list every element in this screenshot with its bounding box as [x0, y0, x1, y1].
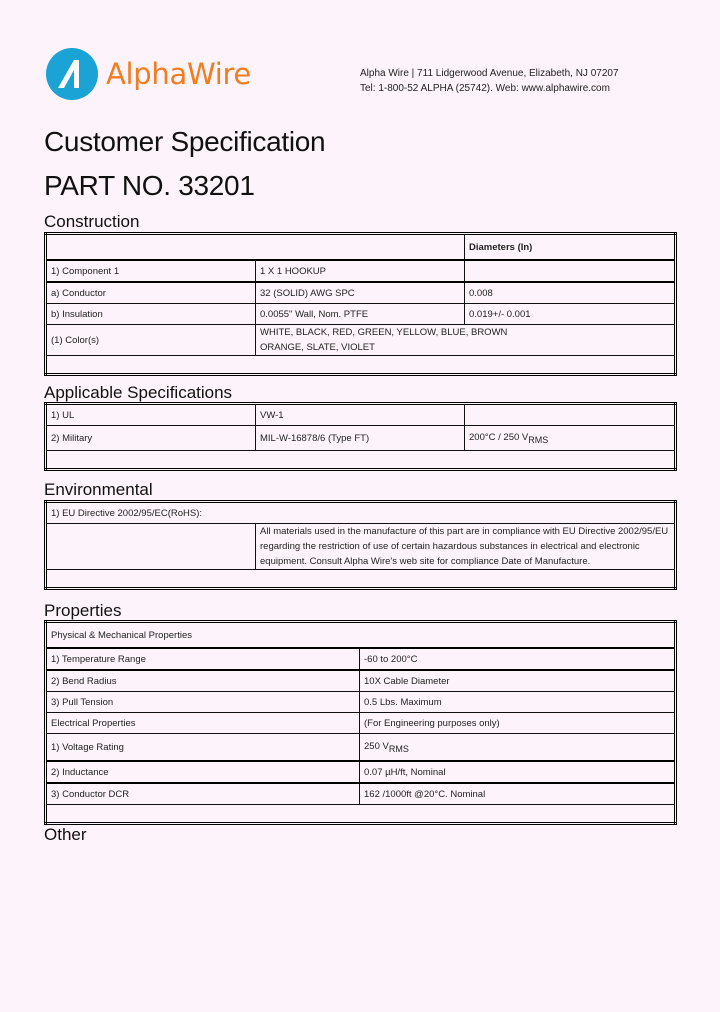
- row-value: 0.5 Lbs. Maximum: [360, 692, 676, 713]
- table-row: [46, 426, 676, 451]
- diameters-header: Diameters (In): [465, 234, 676, 261]
- table-row: [46, 524, 676, 570]
- table-row: [46, 734, 676, 762]
- row-label: b) Insulation: [46, 304, 256, 325]
- colors-line-2: ORANGE, SLATE, VIOLET: [260, 342, 375, 353]
- colors-cell: [256, 325, 676, 356]
- row-value: MIL-W-16878/6 (Type FT): [256, 426, 465, 451]
- logo-text: AlphaWire: [106, 57, 251, 91]
- part-number: PART NO. 33201: [44, 170, 255, 201]
- table-row: [46, 404, 676, 426]
- table-row: [46, 713, 676, 734]
- electrical-note: (For Engineering purposes only): [360, 713, 676, 734]
- row-label: 2) Inductance: [46, 761, 360, 783]
- row-label: a) Conductor: [46, 282, 256, 304]
- table-row: [46, 325, 676, 356]
- electrical-header: Electrical Properties: [46, 713, 360, 734]
- row-value: -60 to 200°C: [360, 648, 676, 670]
- applicable-specs-table: [44, 402, 677, 471]
- contact-address: Alpha Wire | 711 Lidgerwood Avenue, Elizabeth, NJ 07207: [360, 68, 619, 79]
- contact-phone-web: Tel: 1-800-52 ALPHA (25742). Web: www.alphawire.com: [360, 83, 610, 94]
- alphawire-logo-icon: [46, 48, 98, 100]
- physical-header: Physical & Mechanical Properties: [46, 622, 676, 649]
- row-label: 3) Pull Tension: [46, 692, 360, 713]
- table-header-row: [46, 234, 676, 261]
- row-diameter: 0.008: [465, 282, 676, 304]
- row-value: 162 /1000ft @20°C. Nominal: [360, 783, 676, 805]
- section-heading-applicable-specs: Applicable Specifications: [44, 383, 233, 402]
- section-heading-environmental: Environmental: [44, 480, 153, 499]
- row-label: 2) Military: [46, 426, 256, 451]
- row-label: 2) Bend Radius: [46, 670, 360, 692]
- row-label: 3) Conductor DCR: [46, 783, 360, 805]
- table-row: [46, 502, 676, 524]
- section-heading-construction: Construction: [44, 212, 140, 231]
- row-label: (1) Color(s): [46, 325, 256, 356]
- section-heading-other: Other: [44, 825, 87, 844]
- row-label: 1) Voltage Rating: [46, 734, 360, 762]
- table-row: [46, 692, 676, 713]
- row-label: 1) UL: [46, 404, 256, 426]
- table-row: [46, 622, 676, 649]
- section-heading-properties: Properties: [44, 601, 122, 620]
- table-row: [46, 304, 676, 325]
- row-value: 1 X 1 HOOKUP: [256, 260, 465, 282]
- row-label: 1) Temperature Range: [46, 648, 360, 670]
- row-label: 1) Component 1: [46, 260, 256, 282]
- document-title: Customer Specification: [44, 126, 326, 157]
- table-row: [46, 260, 676, 282]
- directive-label: 1) EU Directive 2002/95/EC(RoHS):: [46, 502, 676, 524]
- colors-line-1: WHITE, BLACK, RED, GREEN, YELLOW, BLUE, BROWN: [260, 327, 508, 338]
- row-value: 250 $V_{RMS}$: [360, 734, 676, 762]
- row-value: 0.0055" Wall, Nom. PTFE: [256, 304, 465, 325]
- row-diameter: [465, 260, 676, 282]
- row-value: 0.07 µH/ft, Nominal: [360, 761, 676, 783]
- table-row: [46, 648, 676, 670]
- construction-table: [44, 232, 677, 376]
- row-value: VW-1: [256, 404, 465, 426]
- row-rating: 200°C / 250 $V_{RMS}$: [465, 426, 676, 451]
- table-row: [46, 670, 676, 692]
- contact-info: [360, 66, 619, 96]
- table-row: [46, 761, 676, 783]
- row-value: 10X Cable Diameter: [360, 670, 676, 692]
- row-value: 32 (SOLID) AWG SPC: [256, 282, 465, 304]
- compliance-statement: All materials used in the manufacture of this part are in compliance with EU Directive 2002/95/EU regarding the restriction of use of certain hazardous substances in electrical and electronic equipment. Consult Alpha Wire's web site for compliance Date of Manufacture.: [256, 524, 676, 570]
- table-row: [46, 783, 676, 805]
- properties-table: [44, 620, 677, 825]
- table-row: [46, 282, 676, 304]
- row-rating: [465, 404, 676, 426]
- alphawire-logo: [46, 48, 251, 100]
- environmental-table: [44, 500, 677, 590]
- row-diameter: 0.019+/- 0.001: [465, 304, 676, 325]
